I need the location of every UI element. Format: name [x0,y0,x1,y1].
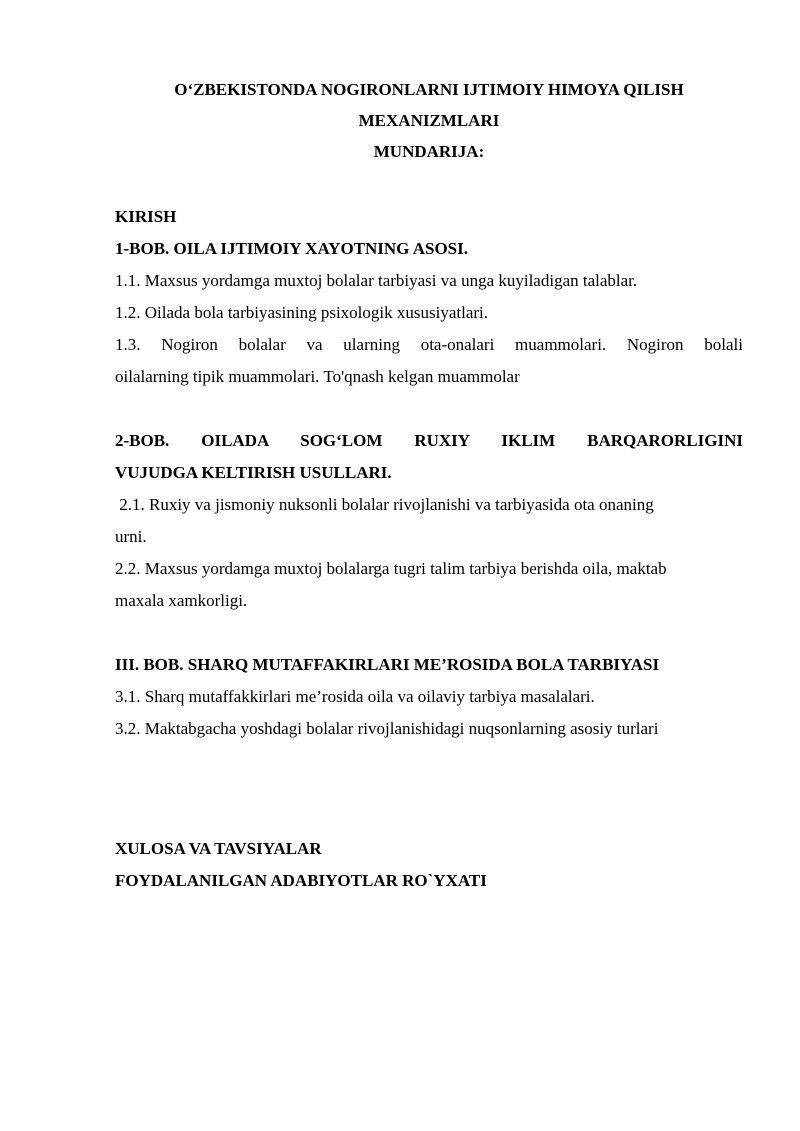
spacer [115,167,743,201]
toc-adabiyotlar: FOYDALANILGAN ADABIYOTLAR RO`YXATI [115,871,487,890]
toc-section-1-1: 1.1. Maxsus yordamga muxtoj bolalar tarbiyasi va unga kuyiladigan talablar. [115,271,638,290]
document-title [115,74,743,167]
spacer [115,393,743,425]
toc-xulosa: XULOSA VA TAVSIYALAR [115,839,322,858]
toc-section-1-3-line-2: oilalarning tipik muammolari. To'qnash kelgan muammolar [115,367,520,386]
title-line-1: O‘ZBEKISTONDA NOGIRONLARNI IJTIMOIY HIMOYA QILISH [174,80,684,99]
toc-section-3-1: 3.1. Sharq mutaffakkirlari me’rosida oila va oilaviy tarbiya masalalari. [115,687,595,706]
toc-chapter-1-heading: 1-BOB. OILA IJTIMOIY XAYOTNING ASOSI. [115,239,468,258]
spacer [115,801,743,833]
toc-chapter-2-heading-line-2: VUJUDGA KELTIRISH USULLARI. [115,463,392,482]
toc-section-2-2-line-2: maxala xamkorligi. [115,591,248,610]
toc-kirish: KIRISH [115,207,177,226]
toc-section-2-1-line-2: urni. [115,527,147,546]
toc-section-2-1-line-1: 2.1. Ruxiy va jismoniy nuksonli bolalar rivojlanishi va tarbiyasida ota onaning [115,495,654,514]
spacer [115,617,743,649]
title-line-2: MEXANIZMLARI [358,111,500,130]
toc-chapter-3-heading: III. BOB. SHARQ MUTAFFAKIRLARI ME’ROSIDA BOLA TARBIYASI [115,655,660,674]
toc-chapter-2-heading-line-1: 2-BOB. OILADA SOG‘LOM RUXIY IKLIM BARQARORLIGINI [115,431,743,450]
toc-section-2-2-line-1: 2.2. Maxsus yordamga muxtoj bolalarga tugri talim tarbiya berishda oila, maktab [115,559,667,578]
contents-heading: MUNDARIJA: [373,142,485,161]
toc-section-1-3-line-1: 1.3. Nogiron bolalar va ularning ota-onalari muammolari. Nogiron bolali [115,335,743,354]
spacer [115,745,743,801]
document-page [115,74,743,897]
toc-section-3-2: 3.2. Maktabgacha yoshdagi bolalar rivojlanishidagi nuqsonlarning asosiy turlari [115,719,659,738]
toc-section-1-2: 1.2. Oilada bola tarbiyasining psixologik xususiyatlari. [115,303,489,322]
